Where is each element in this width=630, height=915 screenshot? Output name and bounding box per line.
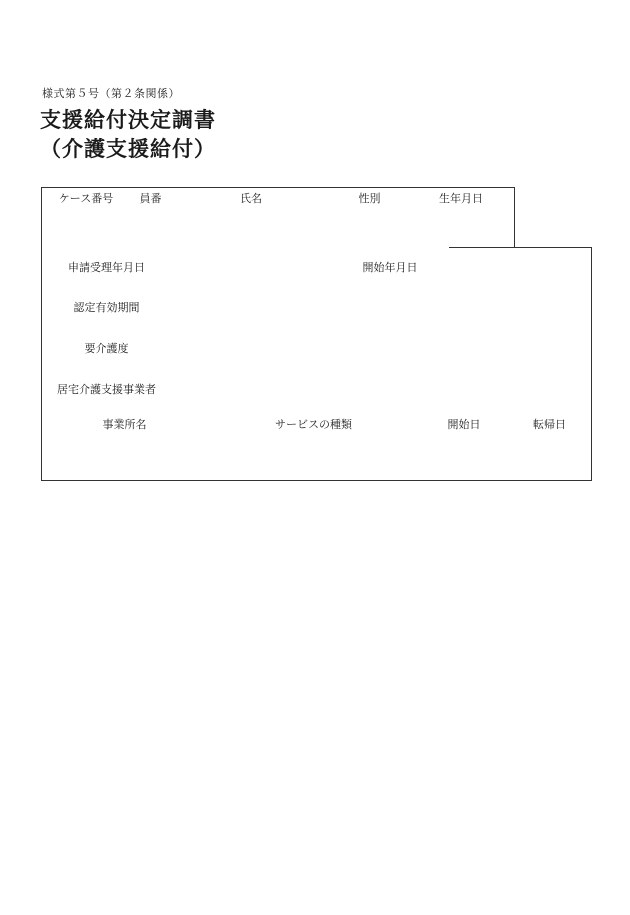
page-title: 支援給付決定調書 — [40, 108, 216, 132]
member-number-field[interactable] — [130, 207, 172, 248]
end-day-field[interactable] — [508, 438, 592, 481]
office-name-header: 事業所名 — [41, 409, 208, 439]
start-day-field[interactable] — [420, 438, 509, 481]
start-day-header: 開始日 — [420, 409, 509, 439]
care-provider-label: 居宅介護支援事業者 — [41, 368, 172, 410]
birth-date-header: 生年月日 — [408, 187, 515, 208]
office-name-field[interactable] — [41, 438, 208, 481]
certification-period-label: 認定有効期間 — [41, 287, 172, 328]
page-subtitle: （介護支援給付） — [40, 137, 216, 161]
birth-date-field[interactable] — [408, 207, 515, 248]
name-field[interactable] — [171, 207, 332, 248]
care-level-label: 要介護度 — [41, 327, 172, 369]
service-type-header: サービスの種類 — [207, 409, 421, 439]
application-date-label: 申請受理年月日 — [41, 247, 172, 288]
certification-period-field[interactable] — [171, 287, 592, 328]
member-number-header: 員番 — [130, 187, 172, 208]
care-level-field[interactable] — [171, 327, 592, 369]
gender-header: 性別 — [331, 187, 409, 208]
care-provider-field[interactable] — [171, 368, 592, 410]
service-type-field[interactable] — [207, 438, 421, 481]
case-number-field[interactable] — [41, 207, 131, 248]
start-date-field[interactable] — [449, 247, 592, 288]
gender-field[interactable] — [331, 207, 409, 248]
case-number-header: ケース番号 — [41, 187, 131, 208]
end-day-header: 転帰日 — [508, 409, 592, 439]
start-date-label: 開始年月日 — [331, 247, 450, 288]
form-number: 様式第５号（第２条関係） — [42, 87, 180, 100]
name-header: 氏名 — [171, 187, 332, 208]
application-date-field[interactable] — [171, 247, 332, 288]
